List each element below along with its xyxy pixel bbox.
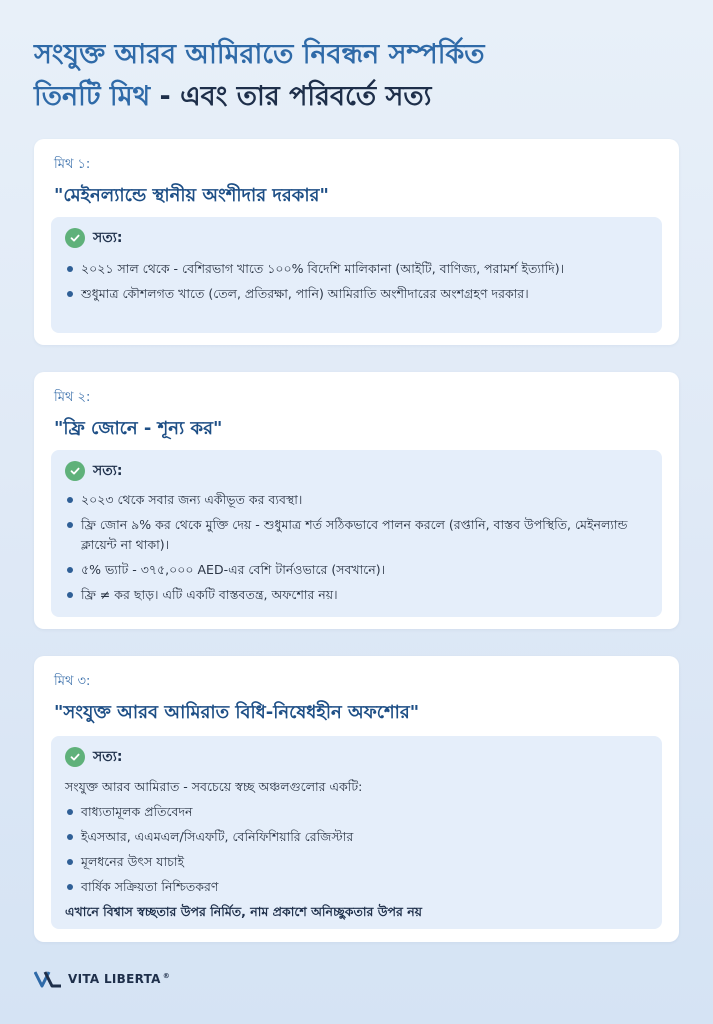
myth-card-1 [34,139,679,345]
fact-intro: সংযুক্ত আরব আমিরাত - সবচেয়ে স্বচ্ছ অঞ্চলগুলোর একটি: [65,779,363,794]
myth-card-2 [34,372,679,629]
fact-header [65,747,122,767]
fact-header [65,461,122,481]
fact-list [65,259,650,309]
logo-mark-icon [34,970,62,988]
list-item: বার্ষিক সক্রিয়তা নিশ্চিতকরণ [65,877,650,897]
logo-text: VITA LIBERTA ® [68,972,171,986]
fact-box [51,217,662,333]
fact-list [65,802,650,902]
myth-label: মিথ ৩: [54,674,91,689]
list-item: ফ্রি জোন ৯% কর থেকে মুক্তি দেয় - শুধুমাত্র শর্ত সঠিকভাবে পালন করলে (রপ্তানি, বাস্তব উপস্থিতি, মেইনল্যান্ড ক্লায়েন্ট না থাকা)। [65,515,650,555]
fact-box [51,450,662,617]
fact-label: সত্য: [93,463,123,479]
myth-title: "ফ্রি জোনে - শূন্য কর" [54,418,223,439]
list-item: ফ্রি ≠ কর ছাড়। এটি একটি বাস্তবতন্ত্র, অফশোর নয়। [65,585,650,605]
myth-title: "মেইনল্যান্ডে স্থানীয় অংশীদার দরকার" [54,185,329,206]
fact-list [65,490,650,610]
title-line-2 [34,76,684,118]
list-item: ২০২৩ থেকে সবার জন্য একীভূত কর ব্যবস্থা। [65,490,650,510]
myth-title: "সংযুক্ত আরব আমিরাত বিধি-নিষেধহীন অফশোর" [54,702,420,723]
title-highlight: তিনটি মিথ [34,81,151,112]
list-item: মূলধনের উৎস যাচাই [65,852,650,872]
myth-label: মিথ ১: [54,157,91,172]
title-line-1: সংযুক্ত আরব আমিরাতে নিবন্ধন সম্পর্কিত [34,39,485,70]
check-icon [65,747,85,767]
fact-note: এখানে বিশ্বাস স্বচ্ছতার উপর নির্মিত, নাম প্রকাশে অনিচ্ছুকতার উপর নয় [65,904,423,919]
list-item: বাধ্যতামূলক প্রতিবেদন [65,802,650,822]
list-item: শুধুমাত্র কৌশলগত খাতে (তেল, প্রতিরক্ষা, পানি) আমিরাতি অংশীদারের অংশগ্রহণ দরকার। [65,284,650,304]
myth-card-3 [34,656,679,942]
check-icon [65,461,85,481]
myth-label: মিথ ২: [54,390,91,405]
list-item: ৫% ভ্যাট - ৩৭৫,০০০ AED-এর বেশি টার্নওভারে (সবখানে)। [65,560,650,580]
fact-box [51,736,662,929]
fact-label: সত্য: [93,230,123,246]
brand-logo [34,970,170,988]
fact-label: সত্য: [93,749,123,765]
list-item: ইএসআর, এএমএল/সিএফটি, বেনিফিশিয়ারি রেজিস্টার [65,827,650,847]
page-title [34,34,684,118]
title-rest: - এবং তার পরিবর্তে সত্য [150,81,432,112]
check-icon [65,228,85,248]
list-item: ২০২১ সাল থেকে - বেশিরভাগ খাতে ১০০% বিদেশি মালিকানা (আইটি, বাণিজ্য, পরামর্শ ইত্যাদি)। [65,259,650,279]
fact-header [65,228,122,248]
